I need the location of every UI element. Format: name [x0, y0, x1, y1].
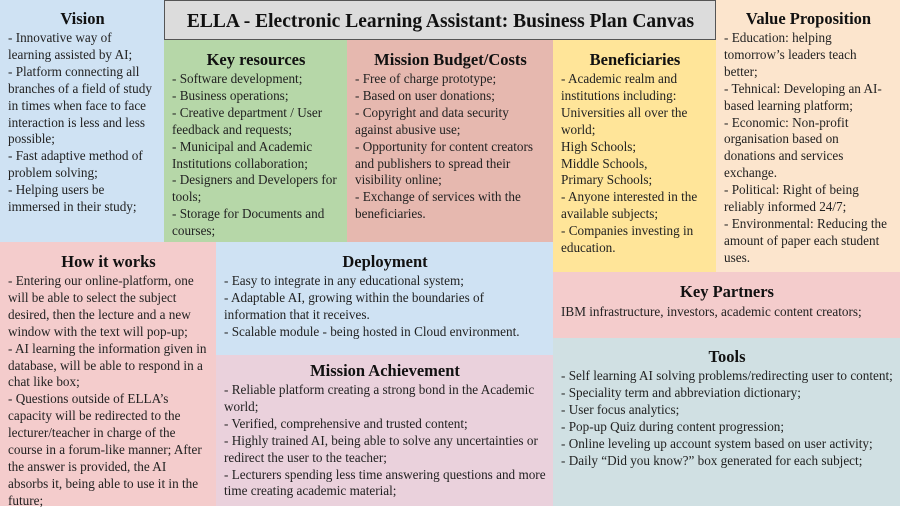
item-list	[561, 71, 709, 257]
mission-achievement-section	[216, 355, 553, 506]
how-it-works-section	[0, 242, 216, 506]
section-heading: Tools	[708, 347, 746, 366]
vision-section	[0, 0, 164, 242]
list-item: - Fast adaptive method of problem solving;	[8, 148, 143, 181]
list-item: - Designers and Developers for tools;	[172, 172, 337, 205]
list-item: - User focus analytics;	[561, 401, 680, 417]
item-list	[224, 273, 546, 341]
list-item: - Daily “Did you know?” box generated for each subject;	[561, 452, 863, 468]
list-item: - Free of charge prototype;	[355, 71, 497, 86]
list-item: - Academic realm and institutions including: Universities all over the world;	[561, 71, 688, 137]
section-heading: Deployment	[342, 252, 428, 271]
item-list	[8, 30, 157, 216]
section-heading: Key Partners	[680, 282, 774, 301]
canvas-title: ELLA - Electronic Learning Assistant: Business Plan Canvas	[164, 0, 716, 40]
list-item: - Political: Right of being reliably informed 24/7;	[724, 182, 859, 215]
list-item: High Schools;	[561, 138, 637, 154]
section-heading: Value Proposition	[745, 9, 872, 28]
list-item: - AI learning the information given in database, will be able to respond in a chat like box;	[8, 340, 207, 390]
list-item: - Creative department / User feedback and requests;	[172, 104, 323, 137]
list-item: - Helping users be immersed in their study;	[8, 182, 137, 215]
list-item: - Self learning AI solving problems/redirecting user to content;	[561, 368, 893, 383]
section-heading: Beneficiaries	[589, 50, 681, 69]
list-item: - Online leveling up account system based on user activity;	[561, 435, 873, 451]
section-heading: How it works	[61, 252, 156, 271]
list-item: Middle Schools,	[561, 155, 648, 171]
section-heading: Key resources	[206, 50, 306, 69]
list-item: - Companies investing in education.	[561, 223, 694, 256]
list-item: - Pop-up Quiz during content progression;	[561, 418, 785, 434]
partners-text: IBM infrastructure, investors, academic content creators;	[561, 304, 862, 319]
section-heading: Mission Achievement	[310, 361, 460, 380]
item-list	[172, 71, 340, 240]
list-item: - Platform connecting all branches of a field of study in times when face to face interaction is less and less possible;	[8, 63, 152, 147]
list-item: - Based on user donations;	[355, 87, 495, 103]
item-list	[724, 30, 893, 267]
list-item: - Business operations;	[172, 87, 289, 103]
list-item: - Storage for Documents and courses;	[172, 206, 325, 239]
item-list	[224, 382, 546, 500]
list-item: - Innovative way of learning assisted by AI;	[8, 30, 133, 62]
list-item: - Scalable module - being hosted in Cloud environment.	[224, 323, 520, 339]
key-partners-section	[553, 272, 900, 338]
list-item: - Entering our online-platform, one will be able to select the subject desired, then the lecture and a new window with the text will pop-up;	[8, 273, 194, 339]
list-item: - Software development;	[172, 71, 303, 86]
beneficiaries-section	[553, 40, 716, 272]
list-item: - Exchange of services with the beneficiaries.	[355, 189, 521, 222]
key-resources-section	[164, 40, 347, 242]
value-proposition-section	[716, 0, 900, 272]
list-item: - Opportunity for content creators and publishers to spread their visibility online;	[355, 138, 533, 188]
tools-section	[553, 338, 900, 506]
list-item: - Speciality term and abbreviation dictionary;	[561, 384, 801, 400]
list-item: - Verified, comprehensive and trusted content;	[224, 415, 468, 431]
list-item: - Questions outside of ELLA’s capacity will be redirected to the lecturer/teacher in charge of the course in a forum-like manner; After the answer is provided, the AI absorbs it, being able to use it in the future;	[8, 391, 202, 508]
list-item: - Environmental: Reducing the amount of paper each student uses.	[724, 215, 887, 265]
list-item: - Highly trained AI, being able to solve any uncertainties or redirect the user to the teacher;	[224, 432, 538, 465]
list-item: - Easy to integrate in any educational system;	[224, 273, 464, 288]
list-item: - Economic: Non-profit organisation based on donations and services exchange.	[724, 114, 849, 181]
item-list	[561, 368, 893, 469]
deployment-section	[216, 242, 553, 355]
list-item: - Lecturers spending less time answering questions and more time creating academic material;	[224, 466, 546, 499]
list-item: - Adaptable AI, growing within the boundaries of information that it receives.	[224, 289, 485, 322]
list-item: - Anyone interested in the available subjects;	[561, 189, 698, 222]
list-item: - Copyright and data security against abusive use;	[355, 104, 509, 137]
list-item: - Reliable platform creating a strong bond in the Academic world;	[224, 382, 535, 414]
list-item: - Education: helping tomorrow’s leaders teach better;	[724, 30, 857, 79]
list-item: Primary Schools;	[561, 172, 653, 188]
list-item: - Tehnical: Developing an AI-based learning platform;	[724, 80, 882, 113]
section-heading: Mission Budget/Costs	[374, 50, 527, 69]
item-list	[8, 273, 209, 510]
section-heading: Vision	[60, 9, 105, 28]
item-list	[355, 71, 546, 223]
list-item: - Municipal and Academic Institutions collaboration;	[172, 138, 313, 171]
mission-budget-section	[347, 40, 553, 242]
